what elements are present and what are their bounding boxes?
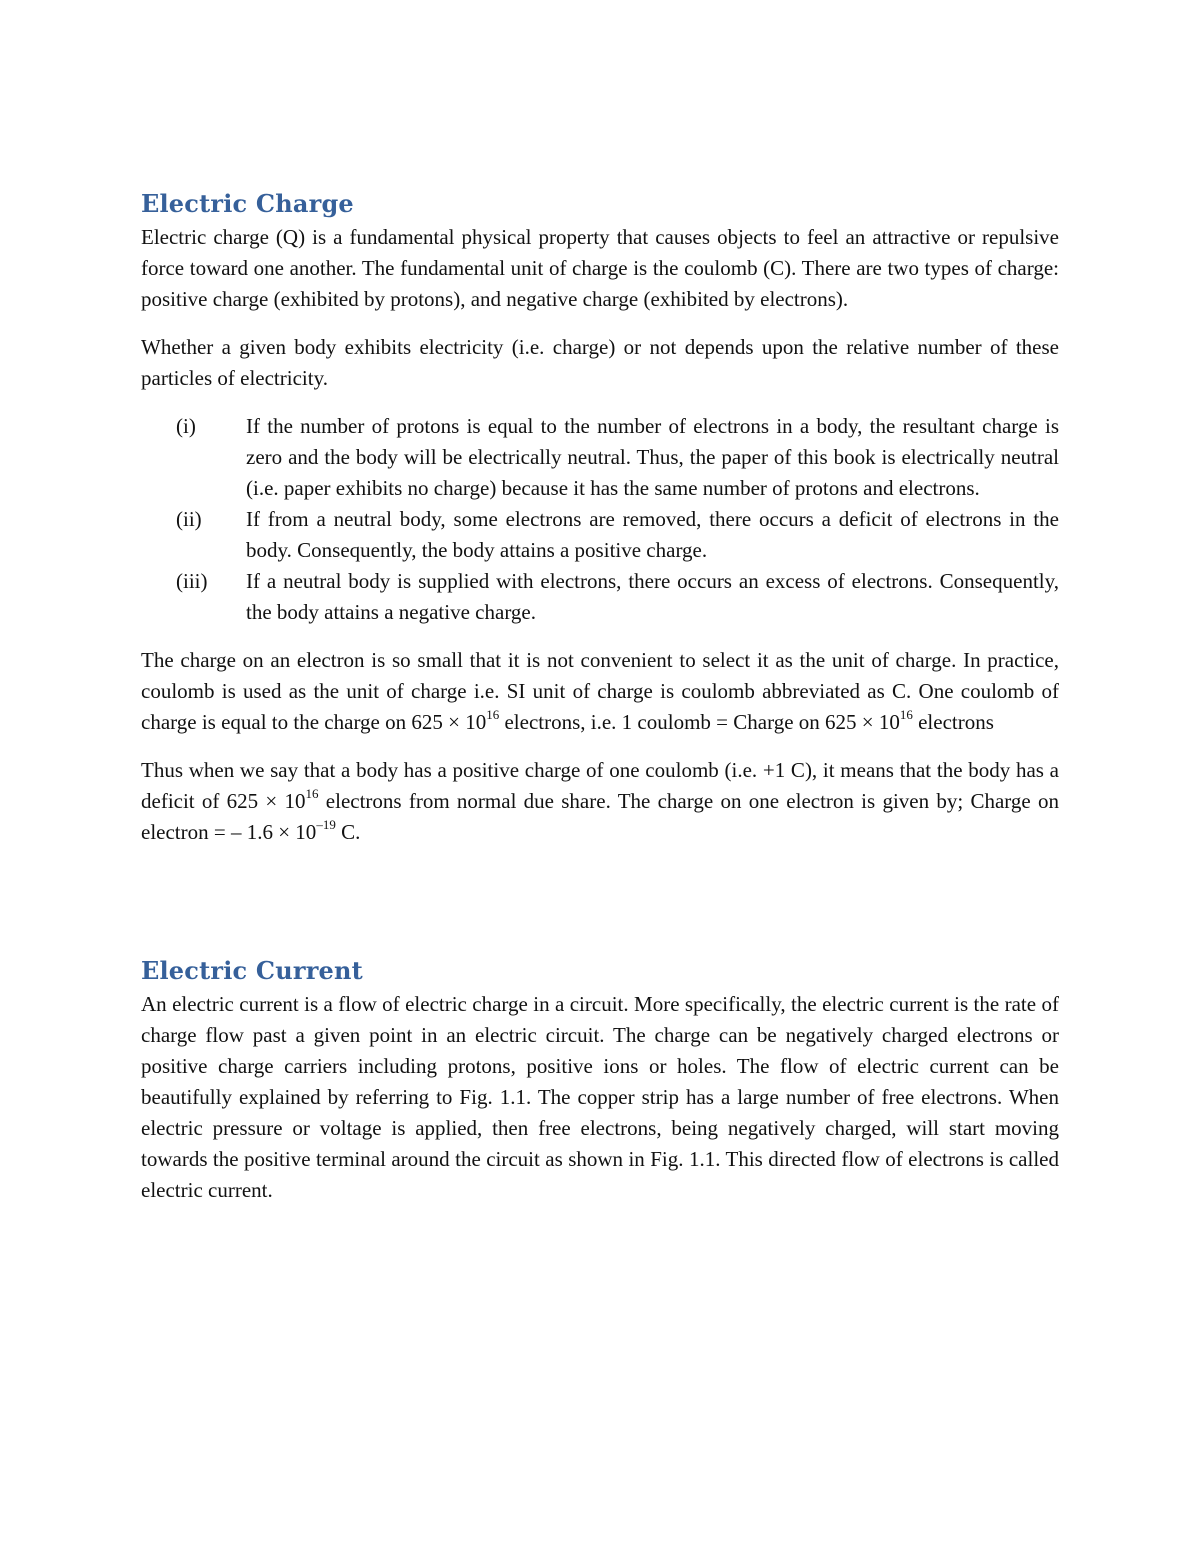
- text-run: electrons, i.e. 1 coulomb = Charge on 625 × 10: [499, 710, 900, 734]
- list-marker: (iii): [176, 569, 208, 593]
- paragraph-charge-definition: Electric charge (Q) is a fundamental physical property that causes objects to feel an attractive or repulsive force toward one another. The fundamental unit of charge is the coulomb (C). There are two types of charge: positive charge (exhibited by protons), and negative charge (exhibited by electrons).: [141, 225, 1059, 311]
- list-item: [141, 566, 1059, 628]
- document-page: [141, 186, 1059, 1223]
- paragraph-charge-intro: Whether a given body exhibits electricity (i.e. charge) or not depends upon the relative number of these particles of electricity.: [141, 335, 1059, 390]
- list-item: [141, 504, 1059, 566]
- paragraph-coulomb-unit: [141, 645, 1059, 738]
- text-run: Thus when we say that a body has a positive charge of one coulomb (i.e. +1 C), it means that the body has a deficit of 625 × 10: [141, 758, 1059, 813]
- text-run: The charge on an electron is so small that it is not convenient to select it as the unit of charge. In practice, coulomb is used as the unit of charge i.e. SI unit of charge is coulomb abbreviated as C. One coulomb of charge is equal to the charge on 625 × 10: [141, 648, 1059, 734]
- section-spacer: [141, 865, 1059, 953]
- list-marker: (ii): [176, 507, 202, 531]
- list-marker: (i): [176, 414, 196, 438]
- list-item-text: If from a neutral body, some electrons are removed, there occurs a deficit of electrons in the body. Consequently, the body attains a positive charge.: [246, 507, 1059, 562]
- section-electric-current: [141, 953, 1059, 1206]
- section-electric-charge: [141, 186, 1059, 848]
- text-run: C.: [335, 820, 361, 844]
- text-run: electrons from normal due share. The charge on one electron is given by; Charge on electron = – 1.6 × 10: [141, 789, 1059, 844]
- superscript: –19: [316, 817, 336, 832]
- paragraph-electron-charge: [141, 755, 1059, 848]
- superscript: 16: [486, 707, 500, 722]
- superscript: 16: [899, 707, 913, 722]
- heading-electric-current: Electric Current: [141, 956, 363, 985]
- paragraph-current-definition: An electric current is a flow of electric charge in a circuit. More specifically, the electric current is the rate of charge flow past a given point in an electric circuit. The charge can be negatively charged electrons or positive charge carriers including protons, positive ions or holes. The flow of electric current can be beautifully explained by referring to Fig. 1.1. The copper strip has a large number of free electrons. When electric pressure or voltage is applied, then free electrons, being negatively charged, will start moving towards the positive terminal around the circuit as shown in Fig. 1.1. This directed flow of electrons is called electric current.: [141, 992, 1059, 1202]
- list-item-text: If a neutral body is supplied with electrons, there occurs an excess of electrons. Consequently, the body attains a negative charge.: [246, 569, 1059, 624]
- charge-conditions-list: [141, 411, 1059, 628]
- heading-electric-charge: Electric Charge: [141, 189, 354, 218]
- list-item-text: If the number of protons is equal to the number of electrons in a body, the resultant charge is zero and the body will be electrically neutral. Thus, the paper of this book is electrically neutral (i.e. paper exhibits no charge) because it has the same number of protons and electrons.: [246, 414, 1059, 500]
- text-run: electrons: [912, 710, 994, 734]
- list-item: [141, 411, 1059, 504]
- superscript: 16: [305, 786, 319, 801]
